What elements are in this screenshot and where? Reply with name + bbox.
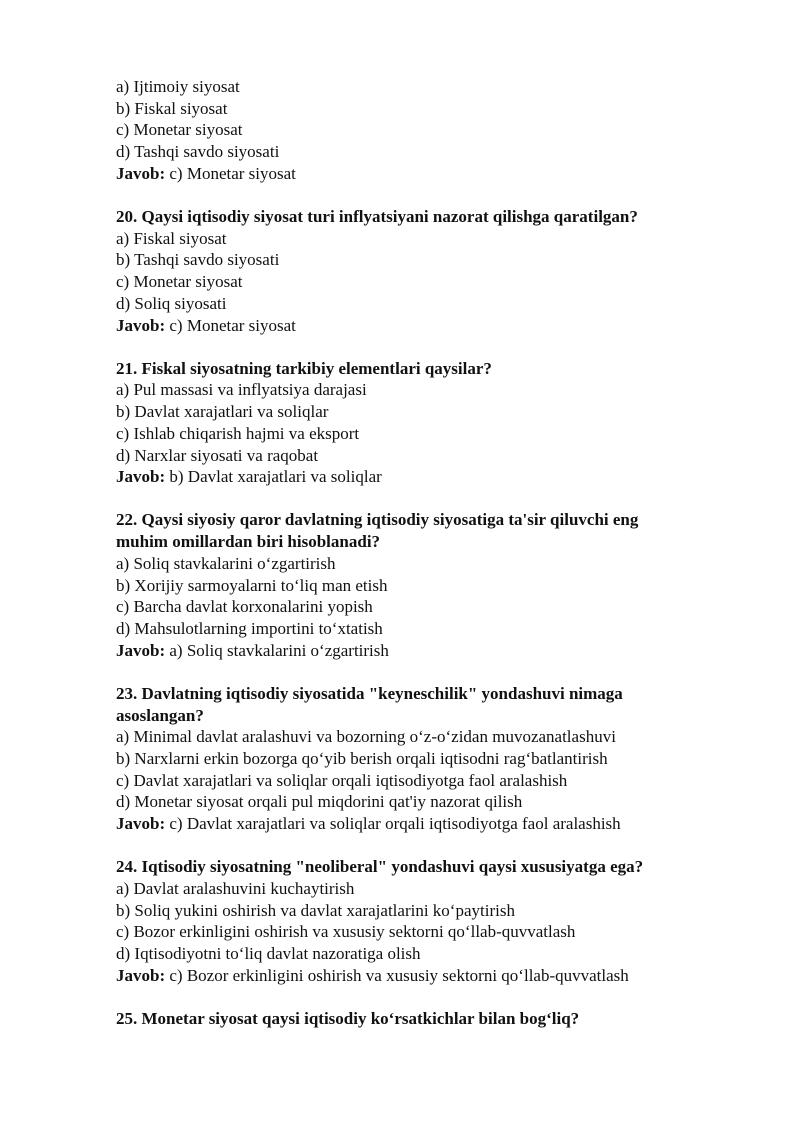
answer-line [116, 640, 740, 662]
option-b: b) Fiskal siyosat [116, 98, 228, 118]
option-b: b) Xorijiy sarmoyalarni to‘liq man etish [116, 575, 388, 595]
answer-label: Javob: [116, 467, 166, 487]
answer-line [116, 163, 740, 185]
question-title: 25. Monetar siyosat qaysi iqtisodiy ko‘rsatkichlar bilan bog‘liq? [116, 1009, 580, 1029]
option-a: a) Davlat aralashuvini kuchaytirish [116, 879, 355, 898]
answer-label: Javob: [116, 814, 166, 834]
question-title: 24. Iqtisodiy siyosatning "neoliberal" yondashuvi qaysi xususiyatga ega? [116, 857, 644, 877]
answer-text: c) Bozor erkinligini oshirish va xususiy sektorni qo‘llab-quvvatlash [169, 965, 629, 985]
option-c: c) Monetar siyosat [116, 272, 243, 292]
option-c: c) Ishlab chiqarish hajmi va eksport [116, 423, 360, 443]
question-25 [116, 1008, 740, 1030]
answer-text: c) Monetar siyosat [169, 163, 296, 183]
question-19-tail [116, 76, 740, 185]
answer-text: c) Davlat xarajatlari va soliqlar orqali iqtisodiyotga faol aralashish [169, 814, 621, 834]
question-title-continued: muhim omillardan biri hisoblanadi? [116, 532, 381, 552]
option-b: b) Narxlarni erkin bozorga qo‘yib berish orqali iqtisodni rag‘batlantirish [116, 748, 608, 768]
option-d: d) Tashqi savdo siyosati [116, 142, 280, 162]
option-a: a) Soliq stavkalarini o‘zgartirish [116, 553, 336, 573]
question-23 [116, 683, 740, 835]
option-a: a) Pul massasi va inflyatsiya darajasi [116, 380, 367, 400]
question-22 [116, 509, 740, 661]
answer-text: c) Monetar siyosat [169, 315, 296, 335]
answer-label: Javob: [116, 163, 166, 183]
option-d: d) Monetar siyosat orqali pul miqdorini qat'iy nazorat qilish [116, 792, 523, 812]
question-title: 23. Davlatning iqtisodiy siyosatida "keyneschilik" yondashuvi nimaga [116, 683, 623, 703]
option-d: d) Narxlar siyosati va raqobat [116, 445, 319, 465]
answer-text: b) Davlat xarajatlari va soliqlar [169, 467, 382, 487]
option-a: a) Ijtimoiy siyosat [116, 77, 240, 96]
option-a: a) Minimal davlat aralashuvi va bozorning o‘z-o‘zidan muvozanatlashuvi [116, 727, 616, 747]
option-d: d) Mahsulotlarning importini to‘xtatish [116, 618, 383, 638]
answer-label: Javob: [116, 315, 166, 335]
answer-label: Javob: [116, 965, 166, 985]
answer-line [116, 315, 740, 337]
option-b: b) Tashqi savdo siyosati [116, 250, 280, 270]
option-c: c) Barcha davlat korxonalarini yopish [116, 597, 373, 617]
question-20 [116, 206, 740, 336]
option-c: c) Monetar siyosat [116, 120, 243, 140]
question-title: 21. Fiskal siyosatning tarkibiy elementlari qaysilar? [116, 358, 492, 378]
question-title-continued: asoslangan? [116, 705, 204, 725]
question-24 [116, 856, 740, 986]
answer-text: a) Soliq stavkalarini o‘zgartirish [169, 640, 389, 660]
answer-line [116, 466, 740, 488]
option-d: d) Soliq siyosati [116, 293, 227, 313]
answer-label: Javob: [116, 640, 166, 660]
option-c: c) Bozor erkinligini oshirish va xususiy sektorni qo‘llab-quvvatlash [116, 922, 576, 942]
option-b: b) Soliq yukini oshirish va davlat xarajatlarini ko‘paytirish [116, 900, 515, 920]
question-title: 20. Qaysi iqtisodiy siyosat turi inflyatsiyani nazorat qilishga qaratilgan? [116, 207, 638, 227]
option-a: a) Fiskal siyosat [116, 228, 227, 248]
answer-line [116, 965, 740, 987]
question-21 [116, 358, 740, 488]
option-b: b) Davlat xarajatlari va soliqlar [116, 402, 329, 422]
question-title: 22. Qaysi siyosiy qaror davlatning iqtisodiy siyosatiga ta'sir qiluvchi eng [116, 510, 639, 530]
answer-line [116, 813, 740, 835]
option-c: c) Davlat xarajatlari va soliqlar orqali iqtisodiyotga faol aralashish [116, 770, 568, 790]
option-d: d) Iqtisodiyotni to‘liq davlat nazoratiga olish [116, 944, 421, 964]
